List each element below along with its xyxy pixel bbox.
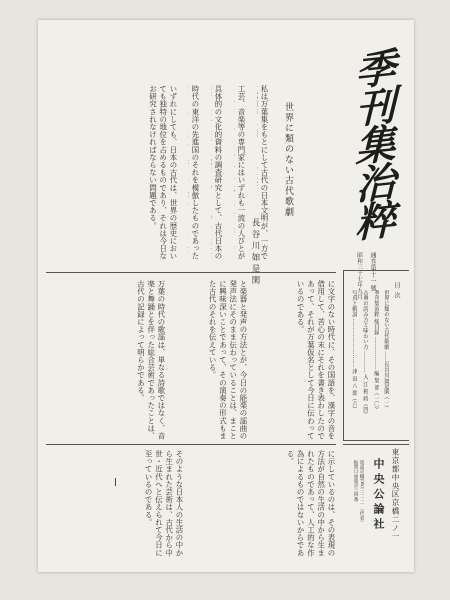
- body-text-block: 万葉の時代の歌謡は、単なる詩歌ではなく、音楽と舞踊とを伴った総合芸術であったことは、古代の記録によって明らかである。: [136, 280, 166, 440]
- essay-author: 長谷川如是閑: [250, 218, 260, 287]
- toc-heading: 目次: [393, 282, 400, 303]
- magazine-title: 季刊集治粹: [349, 45, 396, 241]
- body-text-block: そのような日本人の生活の中から生まれた芸術は、古代から中世・近代へと伝えられて今日に至っているのである。: [144, 450, 184, 557]
- issue-number: 通巻第十一號: [369, 252, 376, 292]
- section-divider: [46, 444, 336, 445]
- body-column: 具体的の文化的資料の調査研究として、古代日本の: [214, 85, 223, 260]
- publisher-telephone: 電話京橋(56)三一二一（代表） 振替口座東京三四番: [353, 460, 364, 525]
- toc-border: [343, 270, 409, 271]
- page-mark: [115, 478, 116, 486]
- toc-item: 古典の読み方と味わい方 ………… 入 江 相 政（四）: [362, 290, 368, 418]
- magazine-page: [38, 20, 414, 572]
- body-text-block: と楽器と発声の方法とが、今日の能楽の謡曲の発声法にそのまま伝わっていることは、まことに興味深いことであって、その演奏の形式もまた古代のそれを伝えている。: [208, 280, 248, 440]
- toc-item: 季刊集治粹 総目録 ……………… 編 集 部（一〇）: [373, 290, 379, 412]
- publisher-address: 東京都中央区京橋二ノ一: [391, 448, 400, 541]
- body-column: 私は万葉集をもとにして古代の日本文明が、一方で: [260, 85, 269, 260]
- toc-item: 世界に類のない古代歌劇 ……長谷川如是閑（一）: [383, 290, 389, 411]
- publisher-divider: [343, 444, 409, 445]
- toc-border: [343, 440, 409, 441]
- body-column: 時代の東洋の先進国のそれを模倣したものであった: [191, 85, 200, 260]
- body-text-block: に示しているのは、その表現の方法が自然の生活の中から生まれたものであって、人工的な作為によるものではないからである。: [285, 450, 336, 557]
- essay-title: 世界に類のない古代歌劇: [283, 102, 293, 218]
- issue-date: 昭和三十七年九月: [356, 252, 362, 300]
- body-text-block: いずれにしても、日本の古代は、世界の歴史においても独特の地位を占めるものであり、それは今日なお研究されなければならない問題である。: [148, 85, 178, 260]
- body-column: 工芸、音楽等の専門家にはいずれも一流の人びとが: [237, 85, 246, 260]
- publisher-name: 中央公論社: [372, 458, 385, 533]
- body-text-block: に文字のない時代に、その国語を、漢字の音を借用して、苦心の末にそれを書き表わしたのであって、それが万葉仮名として今日に伝わっているのである。: [296, 280, 336, 440]
- toc-border: [343, 270, 344, 440]
- toc-item: 写真と解説 ……………………… 津 田 八 郎（六）: [351, 290, 357, 412]
- section-divider: [46, 272, 336, 273]
